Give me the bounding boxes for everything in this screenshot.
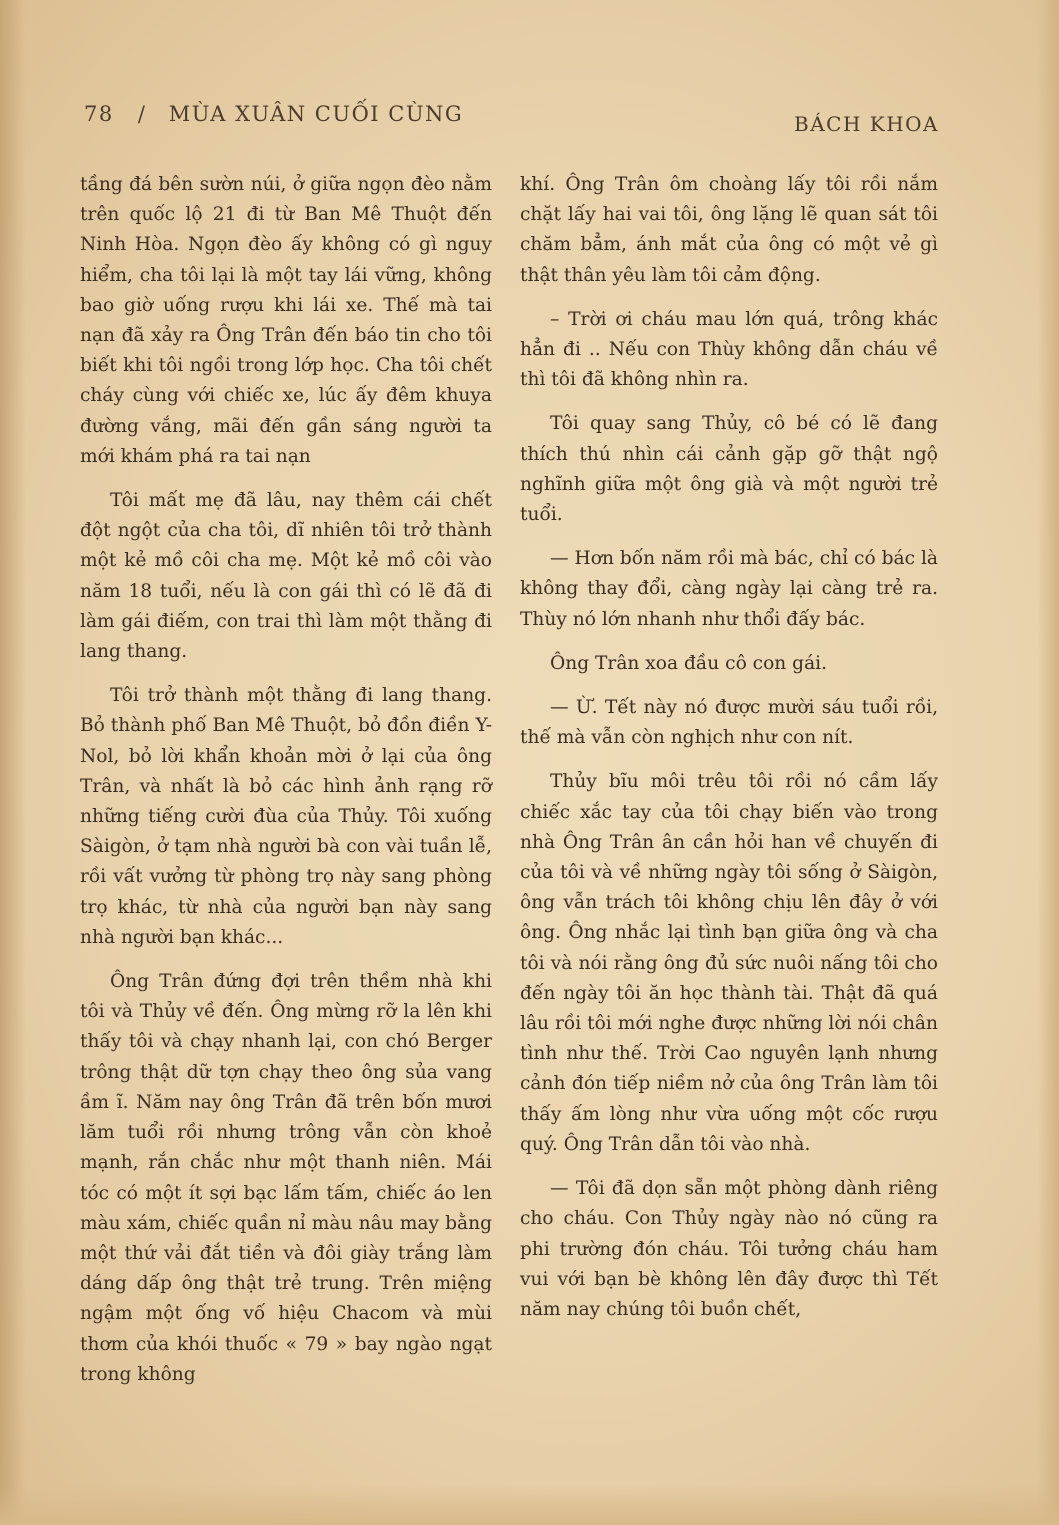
header-separator: / — [137, 102, 147, 126]
paragraph: – Trời ơi cháu mau lớn quá, trông khác hẳn đi .. Nếu con Thùy không dẫn cháu về thì tôi đã không nhìn ra. — [520, 308, 938, 391]
magazine-name: BÁCH KHOA — [794, 112, 939, 136]
paragraph: Tôi quay sang Thủy, cô bé có lẽ đang thích thú nhìn cái cảnh gặp gỡ thật ngộ nghĩnh giữa một ông già và một người trẻ tuổi. — [520, 413, 938, 526]
paragraph: — Hơn bốn năm rồi mà bác, chỉ có bác là không thay đổi, càng ngày lại càng trẻ ra. Thùy nó lớn nhanh như thổi đấy bác. — [520, 548, 938, 630]
paragraph: — Tôi đã dọn sẵn một phòng dành riêng cho cháu. Con Thủy ngày nào nó cũng ra phi trường đón cháu. Tôi tưởng cháu ham vui với bạn bè không lên đây được thì Tết năm nay chúng tôi buồn chết, — [520, 1178, 938, 1320]
paragraph: Tôi mất mẹ đã lâu, nay thêm cái chết đột ngột của cha tôi, dĩ nhiên tôi trở thành một kẻ mồ côi cha mẹ. Một kẻ mồ côi vào năm 18 tuổi, nếu là con gái thì có lẽ đã đi làm gái điếm, con trai thì làm một thằng đi lang thang. — [80, 490, 492, 663]
paragraph: Tôi trở thành một thằng đi lang thang. Bỏ thành phố Ban Mê Thuột, bỏ đồn điền Y-Nol, bỏ lời khẩn khoản mời ở lại của ông Trân, và nhất là bỏ các hình ảnh rạng rỡ những tiếng cười đùa của Thủy. Tôi xuống Sàigòn, ở tạm nhà người bà con vài tuần lễ, rồi vất vưởng từ phòng trọ này sang phòng trọ khác, từ nhà của người bạn này sang nhà người bạn khác... — [80, 685, 492, 948]
page-edge-shadow-left — [0, 0, 26, 1525]
page-edge-shadow-right — [1037, 0, 1059, 1525]
paragraph: Ông Trân đứng đợi trên thềm nhà khi tôi và Thủy về đến. Ông mừng rỡ la lên khi thấy tôi và chạy nhanh lại, con chó Berger trông thật dữ tợn chạy theo ông sủa vang ầm ĩ. Năm nay ông Trân đã trên bốn mươi lăm tuổi rồi nhưng trông vẫn còn khoẻ mạnh, rắn chắc như một thanh niên. Mái tóc có một ít sợi bạc lấm tấm, chiếc áo len màu xám, chiếc quần nỉ màu nâu may bằng một thứ vải đắt tiền và đôi giày trắng làm dáng dấp ông thật trẻ trung. Trên miệng ngậm một ống vố hiệu Chacom và mùi thơm của khói thuốc « 79 » bay ngào ngạt trong không — [80, 971, 492, 1385]
chapter-title: MÙA XUÂN CUỐI CÙNG — [168, 102, 464, 126]
paragraph: khí. Ông Trân ôm choàng lấy tôi rồi nắm chặt lấy hai vai tôi, ông lặng lẽ quan sát tôi chăm bẳm, ánh mắt của ông có một vẻ gì thật thân yêu làm tôi cảm động. — [520, 174, 938, 286]
paragraph: tầng đá bên sườn núi, ở giữa ngọn đèo nằm trên quốc lộ 21 đi từ Ban Mê Thuột đến Ninh Hòa. Ngọn đèo ấy không có gì nguy hiểm, cha tôi lại là một tay lái vững, không bao giờ uống rượu khi lái xe. Thế mà tai nạn đã xảy ra Ông Trân đến báo tin cho tôi biết khi tôi ngồi trong lớp học. Cha tôi chết cháy cùng với chiếc xe, lúc ấy đêm khuya đường vắng, mãi đến gần sáng người ta mới khám phá ra tai nạn — [80, 174, 492, 467]
page-number: 78 — [84, 102, 114, 126]
paragraph: — Ừ. Tết này nó được mười sáu tuổi rồi, thế mà vẫn còn nghịch như con nít. — [520, 697, 938, 749]
running-header — [84, 102, 939, 138]
header-left — [84, 102, 463, 126]
paragraph: Thủy bĩu môi trêu tôi rồi nó cầm lấy chiếc xắc tay của tôi chạy biến vào trong nhà Ông Trân ân cần hỏi han về chuyến đi của tôi và về những ngày tôi sống ở Sàigòn, ông vẫn trách tôi không chịu lên đây ở với ông. Ông nhắc lại tình bạn giữa ông và cha tôi và nói rằng ông đủ sức nuôi nấng tôi cho đến ngày tôi ăn học thành tài. Thật đã quá lâu rồi tôi mới nghe được những lời nói chân tình như thế. Trời Cao nguyên lạnh nhưng cảnh đón tiếp niềm nở của ông Trân làm tôi thấy ấm lòng như vừa uống một cốc rượu quý. Ông Trân dẫn tôi vào nhà. — [520, 771, 938, 1155]
text-column-left — [80, 170, 492, 1404]
text-column-right — [520, 170, 938, 1339]
paragraph: Ông Trân xoa đầu cô con gái. — [550, 652, 828, 674]
page-edge-shadow-bottom — [0, 1485, 1059, 1525]
